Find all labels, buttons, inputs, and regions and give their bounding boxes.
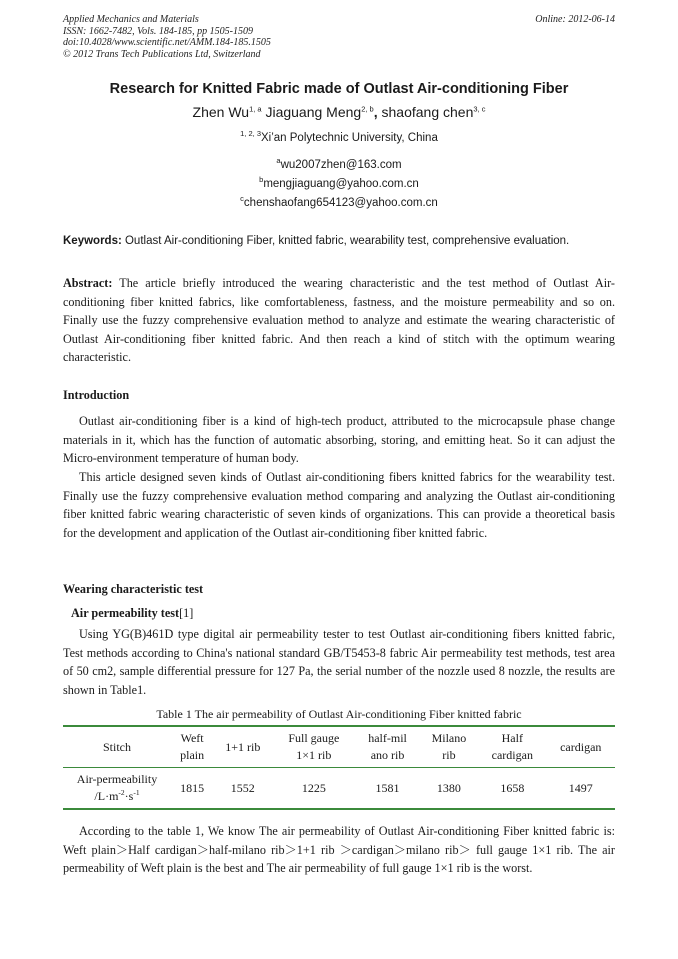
author-name: Jiaguang Meng: [261, 104, 362, 120]
column-header: Milano rib: [431, 731, 467, 762]
journal-copyright: © 2012 Trans Tech Publications Ltd, Switzerland: [63, 48, 261, 60]
author-affiliation-mark: 1, a: [249, 104, 262, 114]
author-name: shaofang chen: [377, 104, 474, 120]
table-cell: 1552: [230, 780, 255, 795]
email-mark: a: [276, 156, 281, 166]
table-cell: 1225: [301, 780, 326, 795]
affiliation: [0, 129, 678, 144]
email-address: mengjiaguang@yahoo.com.cn: [263, 178, 419, 190]
air-permeability-paragraph: Using YG(B)461D type digital air permeability tester to test Outlast air-conditioning fibers knitted fabric, Test methods according to China's national standard GB/T5453-8 fabric Air permeability test methods, test area of 50 cm2, sample differential pressure for 127 Pa, the serial number of the nozzle used 8 nozzle, the results are shown in Table1.: [63, 627, 615, 697]
author-affiliation-mark: 3, c: [473, 104, 486, 114]
email-line: [0, 194, 678, 209]
table-corner-header: Stitch: [102, 739, 131, 754]
table-row: [63, 768, 615, 810]
table-cell: 1380: [436, 780, 461, 795]
citation-ref: [1]: [179, 606, 194, 620]
column-header: 1+1 rib: [225, 739, 261, 754]
author-name: Zhen Wu: [192, 104, 250, 120]
abstract-label: Abstract:: [63, 276, 113, 290]
author-affiliation-mark: 2, b: [361, 104, 374, 114]
journal-issn: ISSN: 1662-7482, Vols. 184-185, pp 1505-1509: [63, 25, 253, 37]
section-heading-introduction: Introduction: [63, 388, 130, 402]
keywords-label: Keywords:: [63, 235, 122, 247]
journal-name: Applied Mechanics and Materials: [63, 14, 199, 25]
column-header: Weft plain: [180, 731, 205, 762]
row-label: Air-permeability $/L\cdot m^{-2}\cdot s^{-1}$: [76, 772, 158, 803]
table-cell: 1658: [500, 780, 525, 795]
table-header-row: [63, 726, 615, 768]
section-heading-wearing: Wearing characteristic test: [63, 582, 204, 596]
keywords: [63, 235, 615, 247]
table-cell: 1581: [375, 780, 400, 795]
email-mark: b: [259, 175, 264, 185]
column-header: Full gauge 1×1 rib: [288, 731, 340, 762]
author-list: [0, 104, 678, 120]
table-cell: 1497: [568, 780, 593, 795]
intro-paragraph-2: This article designed seven kinds of Outlast air-conditioning fibers knitted fabrics for the wearability test. Finally use the fuzzy comprehensive evaluation method comparing and analyzing the Outlast air-conditioning fiber knitted fabric wearing characteristic of seven kinds of organizations. This can provide a theoretical basis for the development and application of the Outlast air-conditioning fiber knitted fabric.: [63, 470, 615, 540]
abstract-text: The article briefly introduced the wearing characteristic and the test method of Outlast Air-conditioning fiber knitted fabrics, like comfortableness, fastness, and the moisture permeability and so on. Finally use the fuzzy comprehensive evaluation method to analyze and estimate the wearing characteristic of Outlast Air-conditioning fiber knitted fabric. And then reach a kind of stitch with the optimum wearing characteristic.: [63, 276, 615, 365]
column-header: half-mil ano rib: [368, 731, 407, 762]
affiliation-mark: 1, 2, 3: [240, 129, 261, 139]
subsection-label: Air permeability test: [71, 606, 180, 620]
author-separator: ,: [373, 104, 378, 120]
email-address: chenshaofang654123@yahoo.com.cn: [243, 197, 438, 209]
column-header: cardigan: [560, 739, 602, 754]
email-address: wu2007zhen@163.com: [280, 159, 402, 171]
keywords-text: Outlast Air-conditioning Fiber, knitted fabric, wearability test, comprehensive evaluation.: [121, 235, 570, 247]
email-line: [0, 156, 678, 171]
abstract: [63, 274, 615, 367]
column-header: Half cardigan: [491, 731, 533, 762]
email-mark: c: [240, 194, 244, 204]
affiliation-text: Xi’an Polytechnic University, China: [261, 132, 438, 144]
table-caption: Table 1 The air permeability of Outlast Air-conditioning Fiber knitted fabric: [156, 707, 522, 721]
table-discussion-paragraph: According to the table 1, We know The air permeability of Outlast Air-conditioning Fiber knitted fabric is: Weft plain＞Half cardigan＞half-milano rib＞1+1 rib ＞cardigan＞milano rib＞ full gauge 1×1 rib. The air permeability of Weft plain is the best and The air permeability of full gauge 1×1 rib is the worst.: [63, 824, 615, 876]
table-cell: 1815: [180, 780, 205, 795]
journal-doi: doi:10.4028/www.scientific.net/AMM.184-185.1505: [63, 37, 271, 48]
air-permeability-table: [63, 725, 615, 810]
intro-paragraph-1: Outlast air-conditioning fiber is a kind of high-tech product, attributed to the microcapsule phase change materials in it, which has the function of automatic absorbing, storing, and emitting heat. So it can adjust the Micro-environment temperature of human body.: [63, 414, 615, 466]
paper-title: Research for Knitted Fabric made of Outlast Air-conditioning Fiber: [109, 81, 569, 97]
online-date: Online: 2012-06-14: [535, 14, 615, 25]
subsection-heading-air-permeability: [71, 606, 193, 621]
journal-header: [63, 14, 615, 60]
email-line: [0, 175, 678, 190]
